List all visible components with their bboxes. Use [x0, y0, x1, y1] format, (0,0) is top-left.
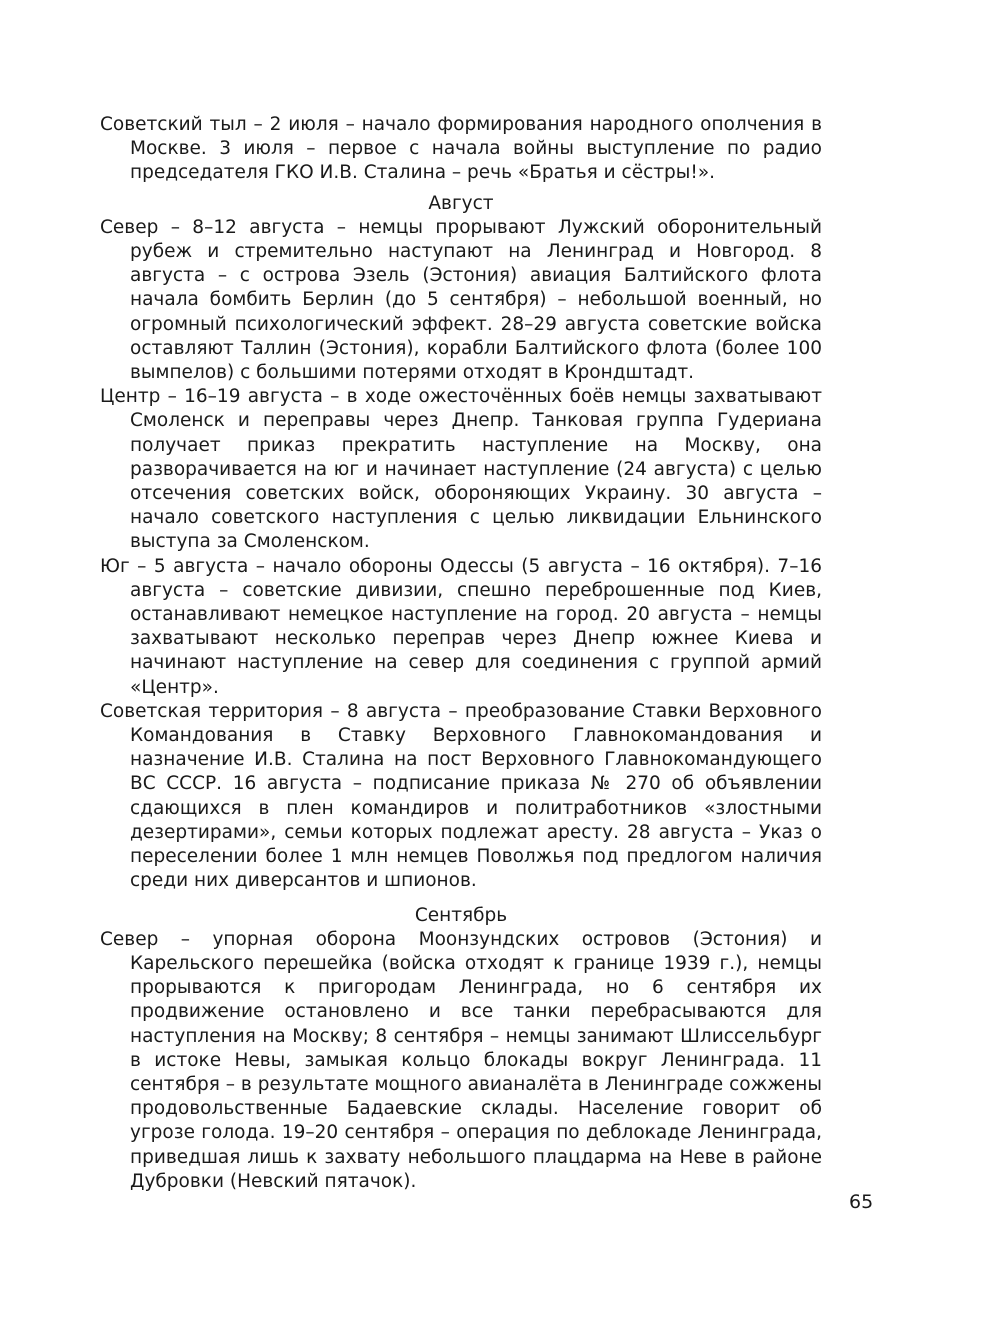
month-heading-september: Сентябрь [414, 904, 508, 926]
entry-august-south: Юг – 5 августа – начало обороны Одессы (5 августа – 16 октября). 7–16 августа – советские дивизии, спешно переброшенные под Киев, останавливают немецкое наступление на город. 20 августа – немцы захватывают несколько переправ через Днепр южнее Киева и начинают наступление на север для соединения с группой армий «Центр». [100, 555, 822, 698]
page-number: 65 [849, 1191, 874, 1213]
entry-august-north: Север – 8–12 августа – немцы прорывают Лужский оборонительный рубеж и стремительно наступают на Ленинград и Новгород. 8 августа – с острова Эзель (Эстония) авиация Балтийского флота начала бомбить Берлин (до 5 сентября) – небольшой военный, но огромный психологический эффект. 28–29 августа советские войска оставляют Таллин (Эстония), корабли Балтийского флота (более 100 вымпелов) с большими потерями отходят в Крондштадт. [100, 216, 822, 384]
entry-august-center: Центр – 16–19 августа – в ходе ожесточённых боёв немцы захватывают Смоленск и переправы через Днепр. Танковая группа Гудериана получает приказ прекратить наступление на Москву, она разворачивается на юг и начинает наступление (24 августа) с целью отсечения советских войск, обороняющих Украину. 30 августа – начало советского наступления с целью ликвидации Ельнинского выступа за Смоленском. [100, 386, 822, 553]
entry-august-soviet-territory: Советская территория – 8 августа – преобразование Ставки Верховного Командования в Ставку Верховного Главнокомандования и назначение И.В. Сталина на пост Верховного Главнокомандующего ВС СССР. 16 августа – подписание приказа № 270 об объявлении сдающихся в плен командиров и политработников «злостными дезертирами», семьи которых подлежат аресту. 28 августа – Указ о переселении более 1 млн немцев Поволжья под предлогом наличия среди них диверсантов и шпионов. [100, 700, 822, 892]
entry-september-north: Север – упорная оборона Моонзундских островов (Эстония) и Карельского перешейка (войска отходят к границе 1939 г.), немцы прорываются к пригородам Ленинграда, но 6 сентября их продвижение остановлено и все танки перебрасываются для наступления на Москву; 8 сентября – немцы занимают Шлиссельбург в истоке Невы, замыкая кольцо блокады вокруг Ленинграда. 11 сентября – в результате мощного авианалёта в Ленинграде сожжены продовольственные Бадаевские склады. Население говорит об угрозе голода. 19–20 сентября – операция по деблокаде Ленинграда, приведшая лишь к захвату небольшого плацдарма на Неве в районе Дубровки (Невский пятачок). [100, 928, 822, 1192]
entry-soviet-rear-july: Советский тыл – 2 июля – начало формирования народного ополчения в Москве. 3 июля – первое с начала войны выступление по радио председателя ГКО И.В. Сталина – речь «Братья и сёстры!». [100, 114, 822, 184]
month-heading-august: Август [428, 192, 494, 214]
page-content [100, 113, 822, 1194]
